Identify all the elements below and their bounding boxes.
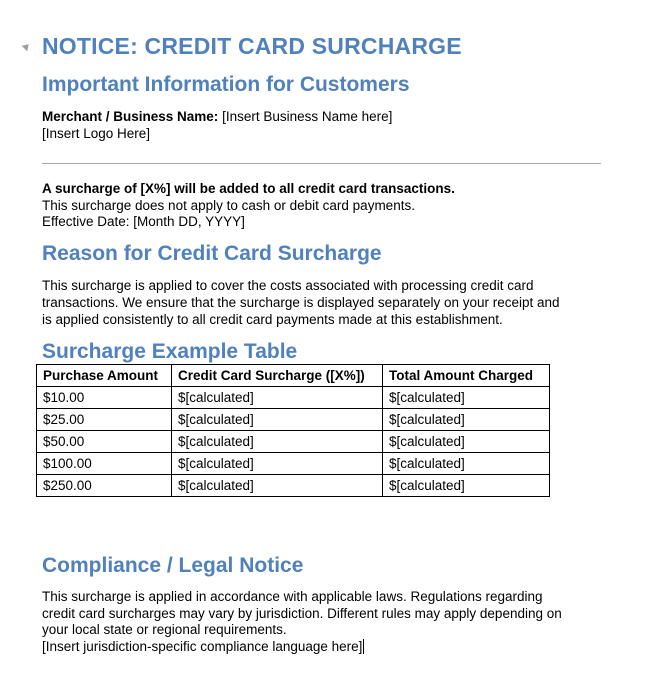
table-cell[interactable]: $[calculated] (383, 475, 550, 497)
table-cell[interactable]: $[calculated] (383, 453, 550, 475)
merchant-label: Merchant / Business Name: (42, 109, 219, 124)
compliance-line-2[interactable]: credit card surcharges may vary by jurisdiction. Different rules may apply depending on (42, 606, 562, 621)
surcharge-example-table (36, 364, 550, 497)
table-cell[interactable]: $25.00 (37, 409, 172, 431)
table-cell[interactable]: $[calculated] (172, 453, 383, 475)
table-header-row (37, 365, 550, 387)
table-cell[interactable]: $[calculated] (172, 409, 383, 431)
surcharge-exclusion[interactable]: This surcharge does not apply to cash or debit card payments. (42, 198, 415, 213)
table-row (37, 409, 550, 431)
document-subtitle[interactable]: Important Information for Customers (42, 73, 410, 96)
table-cell[interactable]: $250.00 (37, 475, 172, 497)
merchant-line[interactable] (42, 109, 392, 126)
compliance-line-1[interactable]: This surcharge is applied in accordance with applicable laws. Regulations regarding (42, 589, 543, 604)
table-cell[interactable]: $[calculated] (383, 431, 550, 453)
merchant-value: [Insert Business Name here] (218, 109, 393, 124)
collapse-heading-icon[interactable] (22, 39, 35, 52)
table-row (37, 431, 550, 453)
table-cell[interactable]: $50.00 (37, 431, 172, 453)
table-header-cell[interactable]: Purchase Amount (37, 365, 172, 387)
compliance-placeholder: [Insert jurisdiction-specific compliance language here] (42, 639, 363, 654)
compliance-line-4[interactable] (42, 639, 364, 656)
table-cell[interactable]: $[calculated] (172, 431, 383, 453)
compliance-line-3[interactable]: your local state or regional requirements. (42, 622, 287, 637)
table-cell[interactable]: $[calculated] (172, 387, 383, 409)
table-row (37, 475, 550, 497)
table-row (37, 387, 550, 409)
compliance-heading[interactable]: Compliance / Legal Notice (42, 554, 304, 577)
table-cell[interactable]: $[calculated] (383, 409, 550, 431)
reason-line-2[interactable]: transactions. We ensure that the surcharge is displayed separately on your receipt and (42, 295, 560, 310)
table-heading[interactable]: Surcharge Example Table (42, 340, 298, 363)
table-header-cell[interactable]: Credit Card Surcharge ([X%]) (172, 365, 383, 387)
table-row (37, 453, 550, 475)
horizontal-divider (42, 163, 601, 164)
table-header-cell[interactable]: Total Amount Charged (383, 365, 550, 387)
reason-line-3[interactable]: is applied consistently to all credit card payments made at this establishment. (42, 312, 503, 327)
table-cell[interactable]: $[calculated] (172, 475, 383, 497)
surcharge-statement[interactable]: A surcharge of [X%] will be added to all credit card transactions. (42, 181, 455, 196)
reason-heading[interactable]: Reason for Credit Card Surcharge (42, 242, 382, 265)
reason-line-1[interactable]: This surcharge is applied to cover the costs associated with processing credit card (42, 278, 534, 293)
logo-placeholder[interactable]: [Insert Logo Here] (42, 126, 151, 141)
table-cell[interactable]: $10.00 (37, 387, 172, 409)
text-cursor (363, 639, 364, 654)
document-title[interactable]: NOTICE: CREDIT CARD SURCHARGE (42, 33, 462, 59)
table-cell[interactable]: $[calculated] (383, 387, 550, 409)
effective-date[interactable]: Effective Date: [Month DD, YYYY] (42, 214, 245, 229)
table-cell[interactable]: $100.00 (37, 453, 172, 475)
